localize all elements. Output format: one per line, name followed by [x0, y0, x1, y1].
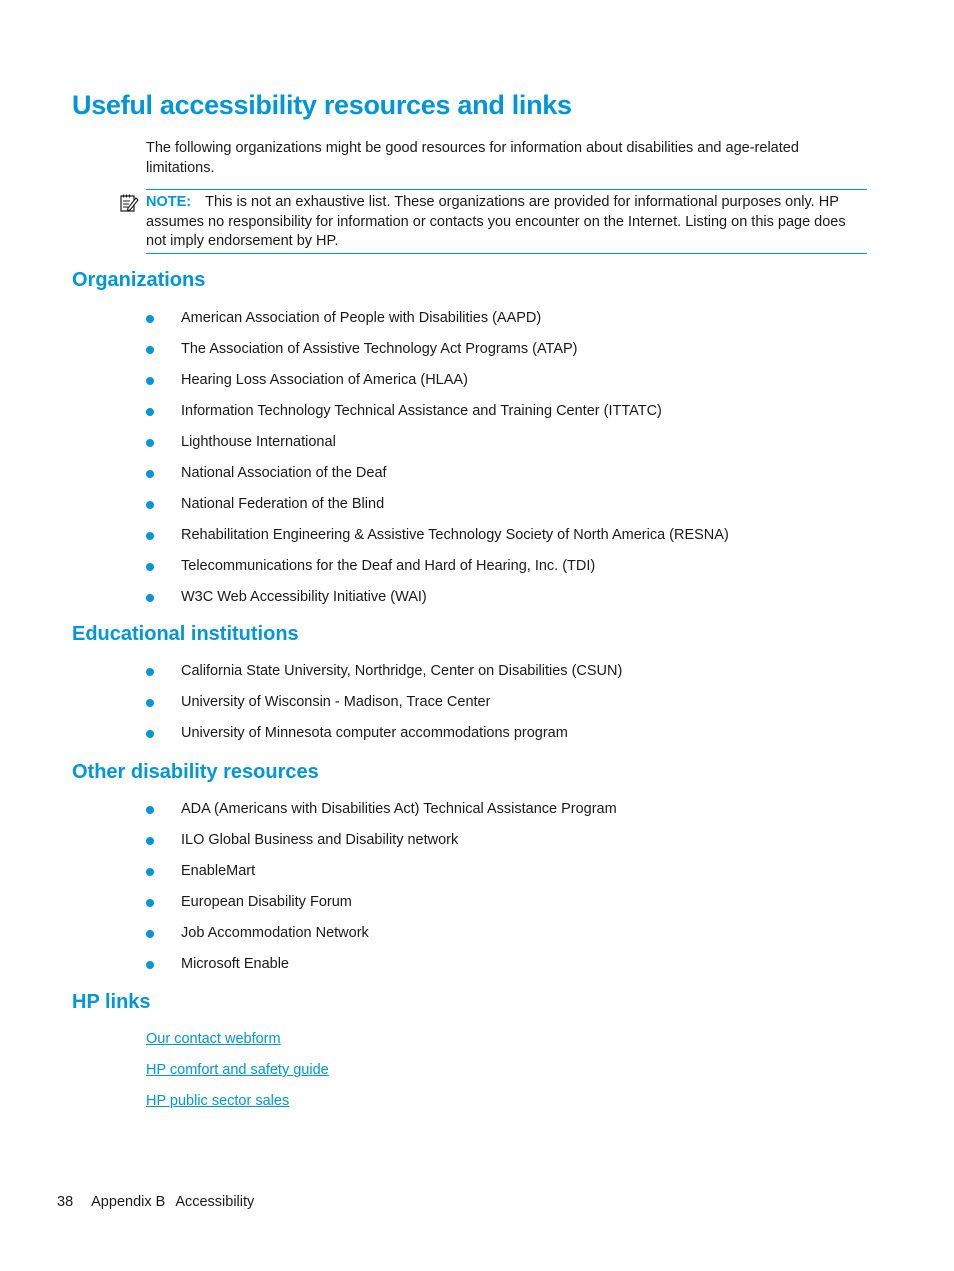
list-item	[146, 1061, 329, 1092]
bullet-icon	[146, 532, 154, 540]
note-label: NOTE:	[146, 194, 192, 210]
bullet-icon	[146, 501, 154, 509]
bullet-icon	[146, 377, 154, 385]
page-number: 38	[57, 1194, 74, 1210]
page-footer	[57, 1193, 254, 1212]
bullet-icon	[146, 930, 154, 938]
bullet-icon	[146, 563, 154, 571]
note-box	[146, 189, 867, 254]
bullet-icon	[146, 594, 154, 602]
bullet-icon	[146, 837, 154, 845]
bullet-icon	[146, 408, 154, 416]
list-item	[146, 1092, 329, 1123]
public-sector-sales-link[interactable]: HP public sector sales	[146, 1093, 290, 1109]
bullet-icon	[146, 899, 154, 907]
bullet-icon	[146, 699, 154, 707]
bullet-icon	[146, 439, 154, 447]
note-body: This is not an exhaustive list. These organizations are provided for informational purposes only. HP assumes no responsibility for information or contacts you encounter on the Internet. Listing on this page does not imply endorsement by HP.	[146, 194, 846, 249]
bullet-icon	[146, 315, 154, 323]
bullet-icon	[146, 806, 154, 814]
education-heading: Educational institutions	[72, 623, 299, 645]
bullet-icon	[146, 730, 154, 738]
note-text	[146, 193, 867, 252]
bullet-icon	[146, 868, 154, 876]
hp-links-list	[146, 1030, 329, 1123]
appendix-label: Appendix B	[91, 1194, 166, 1210]
section-label: Accessibility	[175, 1194, 255, 1210]
comfort-safety-guide-link[interactable]: HP comfort and safety guide	[146, 1062, 329, 1078]
contact-webform-link[interactable]: Our contact webform	[146, 1031, 281, 1047]
note-pad-icon	[119, 193, 139, 213]
organizations-heading: Organizations	[72, 269, 206, 291]
other-resources-heading: Other disability resources	[72, 761, 319, 783]
hp-links-heading: HP links	[72, 991, 151, 1013]
bullet-icon	[146, 346, 154, 354]
intro-paragraph: The following organizations might be good resources for information about disabilities and age-related limitations.	[146, 140, 799, 176]
bullet-icon	[146, 470, 154, 478]
page-title: Useful accessibility resources and links	[72, 90, 572, 120]
list-item	[146, 1030, 329, 1061]
bullet-icon	[146, 668, 154, 676]
bullet-icon	[146, 961, 154, 969]
